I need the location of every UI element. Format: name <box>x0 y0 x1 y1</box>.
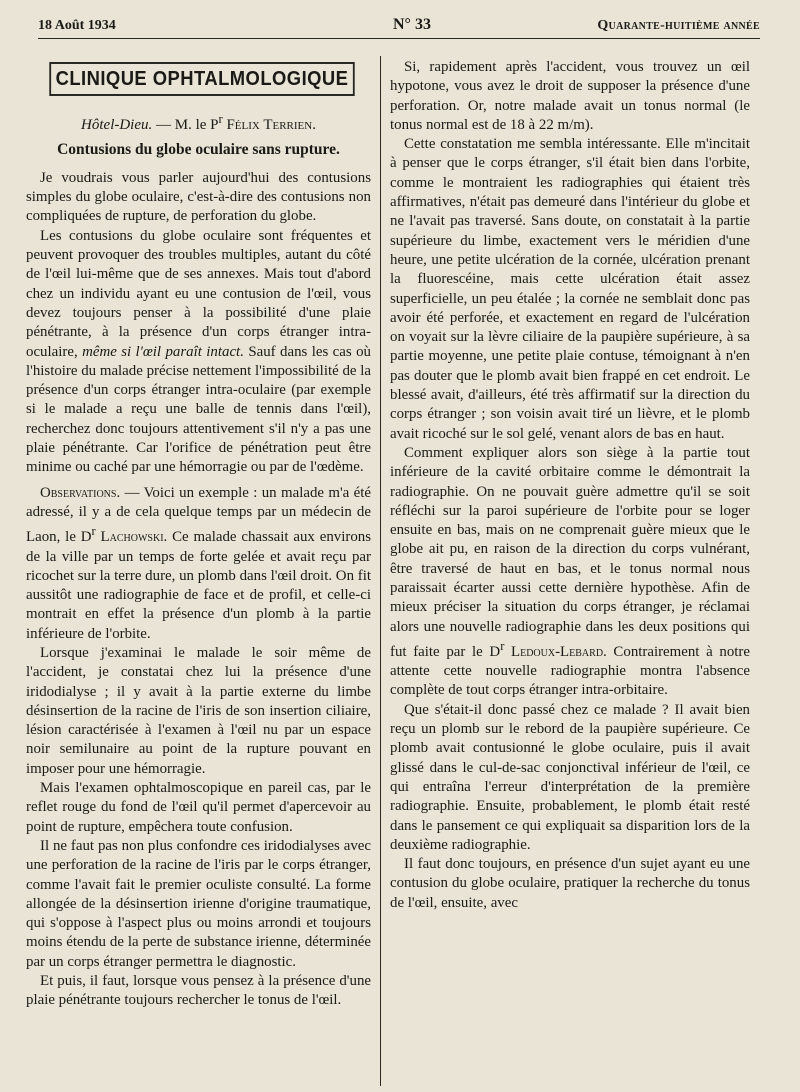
article-subtitle: Contusions du globe oculaire sans rupture. <box>57 140 340 158</box>
paragraph-6: Il ne faut pas non plus confondre ces iridodialyses avec une perforation de la racine de l'iris par le corps étranger, comme l'avait fait le premier oculiste consulté. La forme allongée de la désinsertion irienne d'origine traumatique, qui s'oppose à l'aspect plus ou moins arrondi et toujours moins étendu de la perte de substance irienne, déterminée par un corps étranger permettra le diagnostic. <box>26 837 371 970</box>
paragraph-3-end: Ce malade chassait aux environs de la ville par un temps de forte gelée et avait reçu par ricochet sur la terre dure, un plomb dans l'œil droit. On fit aussitôt une radiographie de face et de profil, et celle-ci montrait en effet la présence d'un plomb à la partie inférieure de l'orbite. <box>26 529 371 642</box>
paragraph-10-sup: r <box>500 638 505 653</box>
issue-number: N° 33 <box>393 16 431 33</box>
paragraph-10-start: Comment expliquer alors son siège à la partie tout inférieure de la cavité orbitaire comme le démontrait la radiographie. On ne pouvait guère admettre qu'il se soit réfléchi sur la paroi supérieure de l'orbite pour se loger ensuite en bas, mais on ne comprenait guère mieux que le globe ait pu, en raison de la direction du corps vulnérant, être traversé de haut en bas, et le tonus normal nous paraissait écarter aussi cette dernière hypothèse. Afin de mieux préciser la situation du corps étranger, je réclamai alors une nouvelle radiographie dans les deux positions qui fut faite par le D <box>390 444 750 660</box>
paragraph-5: Mais l'examen ophtalmoscopique en pareil cas, par le reflet rouge du fond de l'œil qu'il permet d'apercevoir au point de rupture, empêchera toute confusion. <box>26 780 371 835</box>
paragraph-8: Si, rapidement après l'accident, vous trouvez un œil hypotone, vous avez le droit de supposer la présence d'une perforation. Or, notre malade avait un tonus normal (le tonus normal est de 18 à 22 m/m). <box>390 59 750 133</box>
byline-place: Hôtel-Dieu. <box>81 117 153 134</box>
paragraph-7: Et puis, il faut, lorsque vous pensez à la présence d'une plaie pénétrante toujours rechercher le tonus de l'œil. <box>26 973 371 1009</box>
volume-label: Quarante-huitième année <box>597 18 760 33</box>
left-column <box>26 58 371 1084</box>
paragraph-2-emphasis: même si l'œil paraît intact. <box>82 343 244 360</box>
byline-title-sup: r <box>218 112 223 127</box>
paragraph-3-start: — Voici un exemple : un malade m'a été adressé, il y a de cela quelque temps par un médecin de Laon, le D <box>26 484 371 546</box>
paragraph-2-start: Les contusions du globe oculaire sont fréquentes et peuvent provoquer des troubles multiples, autant du côté de l'œil lui-même que de ses annexes. Mais tout d'abord chez un individu ayant eu une contusion de l'œil, vous devez toujours penser à la possibilité d'une plaie pénétrante, à la présence d'un corps étranger intra-oculaire, <box>26 227 371 360</box>
column-divider <box>380 56 381 1086</box>
paragraph-1: Je voudrais vous parler aujourd'hui des contusions simples du globe oculaire, c'est-à-dire des contusions non compliquées de rupture, de perforation du globe. <box>26 169 371 225</box>
right-column <box>390 58 750 1084</box>
paragraph-9: Cette constatation me sembla intéressante. Elle m'incitait à penser que le corps étranger, s'il était bien dans l'orbite, comme le montraient les radiographies qui étaient très affirmatives, n'était pas demeuré dans l'intérieur du globe et ne l'avait pas traversé. Sans doute, on constatait à la partie supérieure du limbe, exactement vers le méridien d'une heure, une petite ulcération de la cornée, ulcération prenant la fluorescéine, mais cette ulcération était assez superficielle, un peu étalée ; la cornée ne semblait donc pas avoir été perforée, et exactement en regard de l'ulcération on voyait sur la lèvre ciliaire de la paupière supérieure, à sa partie moyenne, une petite plaie contuse, témoignant à n'en pas douter que le plomb avait bien frappé en cet endroit. Le blessé avait, d'ailleurs, été très affirmatif sur la direction du corps étranger ; son voisin avait tiré un lièvre, et le plomb avait ricoché sur le sol gelé, venant alors de bas en haut. <box>390 136 750 442</box>
paragraph-10-end: Contrairement à notre attente cette nouvelle radiographie montra l'absence complète de tout corps étranger intra-orbitaire. <box>390 643 750 699</box>
paragraph-12: Il faut donc toujours, en présence d'un sujet ayant eu une contusion du globe oculaire, pratiquer la recherche du tonus de l'œil, ensuite, avec <box>390 856 750 911</box>
paragraph-2-end: Sauf dans les cas où l'histoire du malade précise nettement l'impossibilité de la présence d'un corps étranger intra-oculaire (par exemple si le malade a reçu une balle de tennis dans l'œil), recherchez donc toujours attentivement s'il n'y a pas une plaie pénétrante. Car l'orifice de pénétration peut être minime ou caché par une hémorragie ou par de l'œdème. <box>26 343 371 476</box>
doctor-name-lachowski: Lachowski. <box>95 529 168 546</box>
section-title: CLINIQUE OPHTALMOLOGIQUE <box>49 62 354 96</box>
paragraph-10 <box>390 444 750 701</box>
paragraph-2 <box>26 227 371 478</box>
byline-dash: — M. le P <box>152 117 219 134</box>
paragraph-3 <box>26 484 371 644</box>
paragraph-3-sup: r <box>91 524 96 539</box>
observations-label: Observations. <box>40 484 121 501</box>
paragraph-4: Lorsque j'examinai le malade le soir même de l'accident, je constatai chez lui la présence d'une iridodialyse ; il y avait à la partie externe du limbe désinsertion de la racine de l'iris de son insertion ciliaire, lésion caractérisée à l'examen à l'œil nu par un espace noir semilunaire au point de la rupture pouvant en imposer pour une hémorragie. <box>26 644 371 777</box>
doctor-name-ledoux-lebard: Ledoux-Lebard. <box>504 643 607 660</box>
author-name: Félix Terrien. <box>222 117 316 134</box>
paragraph-11: Que s'était-il donc passé chez ce malade ? Il avait bien reçu un plomb sur le rebord de la paupière supérieure. Ce plomb avait contusionné le globe oculaire, puis il avait glissé dans le cul-de-sac conjonctival inférieur de l'œil, ce qui entraîna l'erreur d'interprétation de la première radiographie. Ensuite, probablement, le plomb était resté dans le pansement ce qui expliquait sa disparition lors de la deuxième radiographie. <box>390 701 750 853</box>
issue-date: 18 Août 1934 <box>38 18 116 33</box>
running-header <box>38 14 760 39</box>
byline <box>26 110 371 135</box>
